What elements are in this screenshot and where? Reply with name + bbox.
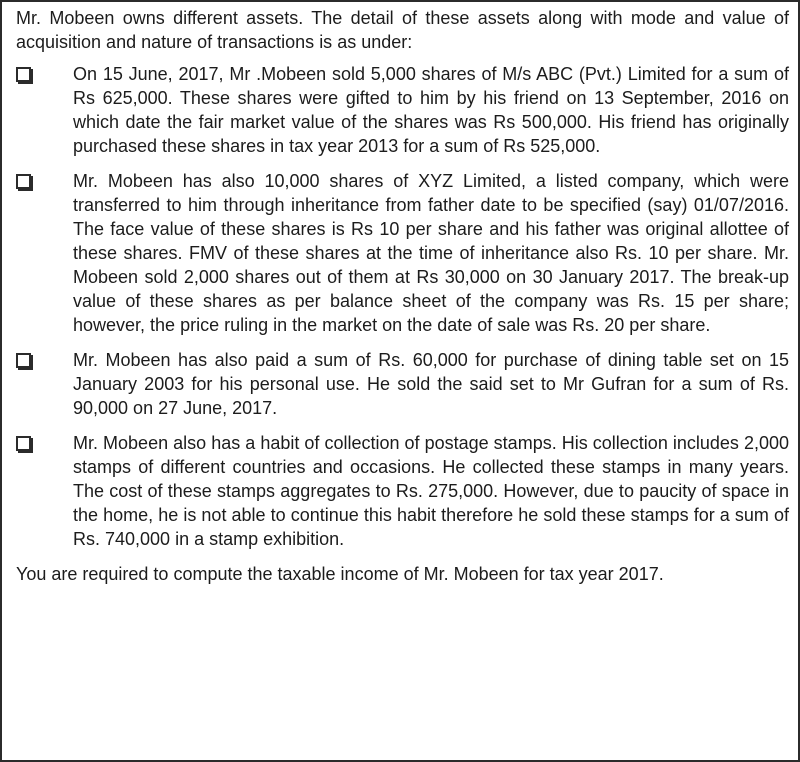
checkbox-bullet-icon [16, 67, 31, 82]
checkbox-bullet-icon [16, 436, 31, 451]
list-item [16, 62, 789, 158]
list-item-text: On 15 June, 2017, Mr .Mobeen sold 5,000 shares of M/s ABC (Pvt.) Limited for a sum of Rs 625,000. These shares were gifted to him by his friend on 13 September, 2016 on which date the fair market value of the shares was Rs 500,000. His friend has originally purchased these shares in tax year 2013 for a sum of Rs 525,000. [73, 64, 789, 156]
list-item [16, 431, 789, 551]
list-item-text: Mr. Mobeen has also 10,000 shares of XYZ Limited, a listed company, which were transferred to him through inheritance from father date to be specified (say) 01/07/2016. The face value of these shares is Rs 10 per share and his father was original allottee of these shares. FMV of these shares at the time of inheritance also Rs. 10 per share. Mr. Mobeen sold 2,000 shares out of them at Rs 30,000 on 30 January 2017. The break-up value of these shares as per balance sheet of the company was Rs. 15 per share; however, the price ruling in the market on the date of sale was Rs. 20 per share. [73, 171, 789, 335]
checkbox-bullet-icon [16, 353, 31, 368]
checkbox-bullet-icon [16, 174, 31, 189]
list-item [16, 169, 789, 337]
list-item-text: Mr. Mobeen has also paid a sum of Rs. 60,000 for purchase of dining table set on 15 January 2003 for his personal use. He sold the said set to Mr Gufran for a sum of Rs. 90,000 on 27 June, 2017. [73, 350, 789, 418]
intro-paragraph: Mr. Mobeen owns different assets. The detail of these assets along with mode and value of acquisition and nature of transactions is as under: [16, 8, 789, 52]
closing-paragraph: You are required to compute the taxable income of Mr. Mobeen for tax year 2017. [16, 564, 664, 584]
list-item-text: Mr. Mobeen also has a habit of collection of postage stamps. His collection includes 2,000 stamps of different countries and occasions. He collected these stamps in many years. The cost of these stamps aggregates to Rs. 275,000. However, due to paucity of space in the home, he is not able to continue this habit therefore he sold these stamps for a sum of Rs. 740,000 in a stamp exhibition. [73, 433, 789, 549]
list-item [16, 348, 789, 420]
